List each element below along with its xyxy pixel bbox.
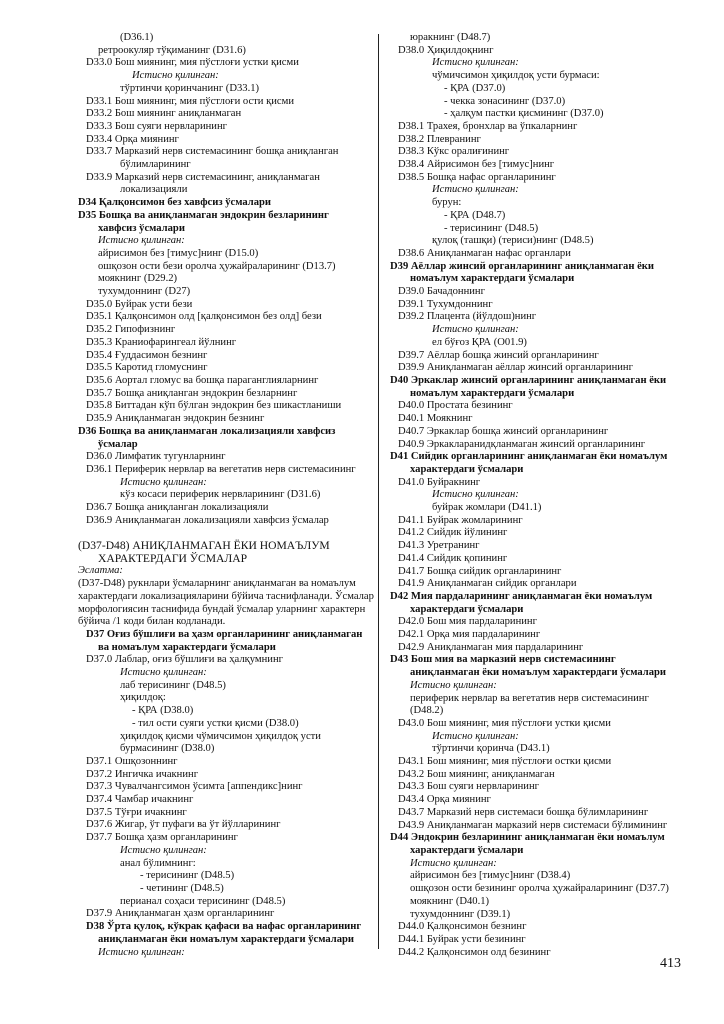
section-heading: D35 Бошқа ва аниқланмаган эндокрин безларининг	[78, 209, 329, 221]
text-line: ретроокуляр тўқиманинг (D31.6)	[98, 44, 246, 56]
text-line: тухумдоннинг (D39.1)	[410, 908, 511, 920]
section-heading: номаълум характердаги ўсмалари	[410, 387, 575, 399]
text-line: D36.9 Аниқланмаган локализацияли хавфсиз ўсмалар	[86, 514, 329, 526]
text-line: тухумдоннинг (D27)	[98, 286, 191, 298]
text-line: (D36.1)	[120, 32, 154, 43]
text-line: D41.1 Буйрак жомларининг	[398, 514, 523, 526]
text-line: D37.3 Чувалчангсимон ўсимта [аппендикс]нинг	[86, 781, 303, 793]
text-line: тўртинчи қоринчанинг (D33.1)	[120, 82, 260, 94]
text-line: морфологиясин таснифида бундай ўсмалар уларнинг характерн	[78, 603, 366, 615]
text-line: D33.0 Бош миянинг, мия пўстлоғи устки қисми	[86, 57, 299, 69]
section-heading: характердаги ўсмалари	[410, 603, 524, 615]
page-number: 413	[660, 956, 681, 971]
text-line: айрисимон без [тимус]нинг (D15.0)	[98, 247, 259, 259]
section-heading: номаълум характердаги ўсмалари	[410, 273, 575, 285]
text-line: D41.0 Буйракнинг	[398, 476, 481, 488]
text-line: D43.3 Бош суяги нервларининг	[398, 781, 539, 793]
text-line: D43.9 Аниқланмаган марказий нерв системаси бўлимининг	[398, 819, 668, 831]
text-line: - чекка зонасининг (D37.0)	[444, 95, 566, 107]
text-line: D43.0 Бош миянинг, мия пўстлоғи устки қисми	[398, 717, 611, 729]
text-line: D37.0 Лаблар, оғиз бўшлиғи ва ҳалқумнинг	[86, 654, 283, 666]
text-line: D41.3 Уретранинг	[398, 540, 480, 552]
text-line: D39.7 Аёллар бошқа жинсий органларининг	[398, 349, 599, 361]
text-line: перианал соҳаси терисининг (D48.5)	[120, 895, 286, 907]
text-line: D41.4 Сийдик қопининг	[398, 552, 508, 564]
block-heading: (D37-D48) АНИҚЛАНМАГАН ЁКИ НОМАЪЛУМ	[78, 539, 330, 553]
text-line: Истисно қилинган:	[432, 489, 519, 501]
text-line: ҳиқилдоқ:	[120, 692, 166, 704]
text-line: бурмасининг (D38.0)	[120, 743, 215, 755]
text-line: D39.2 Плацента (йўлдош)нинг	[398, 311, 537, 323]
text-line: кўз косаси периферик нервларининг (D31.6)	[120, 489, 321, 501]
text-line: D43.7 Марказий нерв системаси бошқа бўлимларининг	[398, 806, 649, 818]
section-heading: ва номаълум характердаги ўсмалари	[98, 641, 276, 653]
text-line: D35.6 Аортал гломус ва бошқа параганглияларнинг	[86, 374, 319, 386]
text-line: - тил ости суяги устки қисми (D38.0)	[132, 717, 299, 729]
section-heading: D43 Бош мия ва марказий нерв системасининг	[390, 654, 616, 666]
text-line: буйрак жомлари (D41.1)	[432, 502, 542, 514]
text-line: айрисимон без [тимус]нинг (D38.4)	[410, 870, 571, 882]
text-line: лаб терисининг (D48.5)	[120, 679, 226, 691]
text-line: бўйича /1 коди билан кодланади.	[78, 616, 226, 628]
text-line: D37.4 Чамбар ичакнинг	[86, 794, 194, 806]
text-line: анал бўлимнинг:	[120, 857, 196, 869]
text-line: D40.1 Моякнинг	[398, 413, 473, 425]
text-line: D33.4 Орқа миянинг	[86, 133, 179, 145]
text-line: D35.8 Биттадан кўп бўлган эндокрин без шикастланиши	[86, 400, 342, 412]
text-line: Истисно қилинган:	[432, 324, 519, 336]
section-heading: аниқланмаган ёки номаълум характердаги ўсмалари	[410, 667, 666, 679]
section-heading: характердаги ўсмалари	[410, 463, 524, 475]
text-line: Истисно қилинган:	[120, 844, 207, 856]
text-line: D37.6 Жигар, ўт пуфаги ва ўт йўлларининг	[86, 819, 281, 831]
text-line: D39.0 Бачадоннинг	[398, 286, 485, 298]
text-line: периферик нервлар ва вегетатив нерв системасининг	[410, 692, 649, 704]
text-line: моякнинг (D29.2)	[98, 273, 178, 285]
text-line: D36.0 Лимфатик тугунларнинг	[86, 451, 226, 463]
left-column	[78, 32, 374, 959]
text-line: юракнинг (D48.7)	[410, 32, 491, 43]
text-line: D41.7 Бошқа сийдик органларининг	[398, 565, 562, 577]
text-line: D36.1 Периферик нервлар ва вегетатив нерв системасининг	[86, 463, 356, 475]
text-line: D40.0 Простата безининг	[398, 400, 513, 412]
text-line: D41.9 Аниқланмаган сийдик органлари	[398, 578, 577, 590]
text-line: - ҚРА (D37.0)	[444, 82, 506, 94]
text-line: Истисно қилинган:	[432, 57, 519, 69]
text-line	[78, 527, 368, 539]
text-line: D35.2 Гипофизнинг	[86, 324, 176, 336]
text-line: Истисно қилинган:	[98, 235, 185, 247]
text-line: D40.9 Эркакларанидқланмаган жинсий органларининг	[398, 438, 646, 450]
text-line: D39.9 Аниқланмаган аёллар жинсий органларининг	[398, 362, 633, 374]
text-line: Истисно қилинган:	[120, 667, 207, 679]
text-line: D41.2 Сийдик йўлининг	[398, 527, 508, 539]
text-line: D44.0 Қалқонсимон безнинг	[398, 921, 527, 933]
text-line: D35.9 Аниқланмаган эндокрин безнинг	[86, 413, 265, 425]
column-divider	[378, 34, 379, 949]
text-line: D36.7 Бошқа аниқланган локализацияли	[86, 502, 269, 514]
text-line: характердаги локализацияларини бўйича таснифланади. Ўсмалар	[78, 590, 374, 602]
section-heading: D38 Ўрта қулоқ, кўкрак қафаси ва нафас органларининг	[86, 921, 362, 933]
text-line: - терисининг (D48.5)	[140, 870, 235, 882]
text-line: D38.6 Аниқланмаган нафас органлари	[398, 247, 571, 259]
section-heading: D34 Қалқонсимон без хавфсиз ўсмалари	[78, 197, 272, 209]
section-heading: D41 Сийдик органларининг аниқланмаган ёки номаълум	[390, 451, 668, 463]
text-line: локализацияли	[120, 184, 188, 196]
text-line: моякнинг (D40.1)	[410, 895, 490, 907]
text-line: D42.9 Аниқланмаган мия пардаларининг	[398, 641, 584, 653]
text-line: - ҚРА (D48.7)	[444, 209, 506, 221]
text-line: D37.2 Ингичка ичакнинг	[86, 768, 199, 780]
text-line: D43.1 Бош миянинг, мия пўстлоғи остки қисми	[398, 756, 612, 768]
text-line: ел бўғоз ҚРА (O01.9)	[432, 336, 527, 348]
text-line: D38.5 Бошқа нафас органларининг	[398, 171, 556, 183]
text-line: D35.3 Краниофарингеал йўлнинг	[86, 336, 237, 348]
text-line: - ҳалқум пастки қисмининг (D37.0)	[444, 108, 604, 120]
text-line: D44.2 Қалқонсимон олд безининг	[398, 946, 551, 958]
text-line: D42.1 Орқа мия пардаларининг	[398, 629, 541, 641]
text-line: D38.0 Ҳиқилдоқнинг	[398, 44, 494, 56]
text-line: D38.3 Кўкс оралиғининг	[398, 146, 510, 158]
text-line: D42.0 Бош мия пардаларининг	[398, 616, 537, 628]
text-line: D35.5 Каротид гломуснинг	[86, 362, 208, 374]
text-line: қулоқ (ташқи) (териси)нинг (D48.5)	[432, 235, 594, 247]
text-line: ошқозон ости безининг оролча ҳужайраларининг (D37.7)	[410, 883, 669, 895]
text-line: Истисно қилинган:	[432, 184, 519, 196]
text-line: D35.1 Қалқонсимон олд [қалқонсимон без олд] бези	[86, 311, 322, 323]
text-line: D37.9 Аниқланмаган ҳазм органларининг	[86, 908, 275, 920]
section-heading: D39 Аёллар жинсий органларининг аниқланмаган ёки	[390, 260, 654, 272]
section-heading: D44 Эндокрин безларининг аниқланмаган ёки номаълум	[390, 832, 665, 844]
text-line: D33.9 Марказий нерв системасининг, аниқланмаган	[86, 171, 320, 183]
section-heading: аниқланмаган ёки номаълум характердаги ўсмалари	[98, 933, 354, 945]
text-line: Истисно қилинган:	[410, 679, 497, 691]
text-line: (D37-D48) рукнлари ўсмаларнинг аниқланмаган ва номаълум	[78, 578, 356, 590]
text-line: D38.1 Трахея, бронхлар ва ўпкаларнинг	[398, 120, 578, 132]
text-line: D43.4 Орқа миянинг	[398, 794, 491, 806]
text-line: D37.1 Ошқозоннинг	[86, 755, 178, 767]
text-line: D44.1 Буйрак усти безининг	[398, 933, 526, 945]
section-heading: D37 Оғиз бўшлиғи ва ҳазм органларининг аниқланмаган	[86, 628, 363, 640]
section-heading: характердаги ўсмалари	[410, 845, 524, 856]
section-heading: D36 Бошқа ва аниқланмаган локализацияли хавфсиз	[78, 425, 336, 437]
text-line: чўмичсимон ҳиқилдоқ усти бурмаси:	[432, 70, 600, 82]
block-heading: ХАРАКТЕРДАГИ ЎСМАЛАР	[98, 552, 248, 566]
text-line: D35.0 Буйрак усти бези	[86, 298, 193, 310]
text-line: ошқозон ости бези оролча ҳужайраларининг (D13.7)	[98, 260, 336, 272]
text-line: D33.1 Бош миянинг, мия пўстлоғи ости қисми	[86, 95, 294, 107]
section-heading: хавфсиз ўсмалари	[98, 222, 185, 234]
text-line: бўлимларининг	[120, 159, 191, 171]
text-line: бурун:	[432, 197, 462, 209]
text-line: D35.4 Ғуддасимон безнинг	[86, 349, 208, 361]
text-line: ҳиқилдоқ қисми чўмичсимон ҳиқилдоқ усти	[120, 730, 321, 742]
text-line: D38.4 Айрисимон без [тимус]нинг	[398, 159, 555, 171]
text-line: (D48.2)	[410, 705, 444, 717]
text-line: D35.7 Бошқа аниқланган эндокрин безларнинг	[86, 387, 298, 399]
text-line: Эслатма:	[78, 565, 123, 577]
text-line: D39.1 Тухумдоннинг	[398, 298, 493, 310]
section-heading: D42 Мия пардаларининг аниқланмаган ёки номаълум	[390, 590, 653, 602]
text-line: Истисно қилинган:	[432, 730, 519, 742]
section-heading: D40 Эркаклар жинсий органларининг аниқланмаган ёки	[390, 374, 667, 386]
text-line: тўртинчи қоринча (D43.1)	[432, 743, 550, 755]
text-line: D43.2 Бош миянинг, аниқланмаган	[398, 768, 555, 780]
text-line: - четининг (D48.5)	[140, 883, 224, 894]
right-column	[390, 32, 690, 959]
text-line: D33.2 Бош миянинг аниқланмаган	[86, 108, 242, 120]
section-heading: ўсмалар	[98, 438, 138, 450]
text-line: D33.7 Марказий нерв системасининг бошқа аниқланган	[86, 146, 339, 158]
text-line: Истисно қилинган:	[98, 946, 185, 958]
text-line: D40.7 Эркаклар бошқа жинсий органларининг	[398, 425, 609, 437]
text-line: D33.3 Бош суяги нервларининг	[86, 120, 227, 132]
text-line: D37.7 Бошқа ҳазм органларининг	[86, 832, 238, 844]
text-line: - терисининг (D48.5)	[444, 222, 539, 234]
text-line: D38.2 Плевранинг	[398, 133, 481, 145]
text-line: - ҚРА (D38.0)	[132, 705, 194, 717]
text-line: D37.5 Тўғри ичакнинг	[86, 806, 187, 818]
text-line: Истисно қилинган:	[410, 857, 497, 869]
text-line: Истисно қилинган:	[120, 476, 207, 488]
text-line: Истисно қилинган:	[132, 70, 219, 82]
